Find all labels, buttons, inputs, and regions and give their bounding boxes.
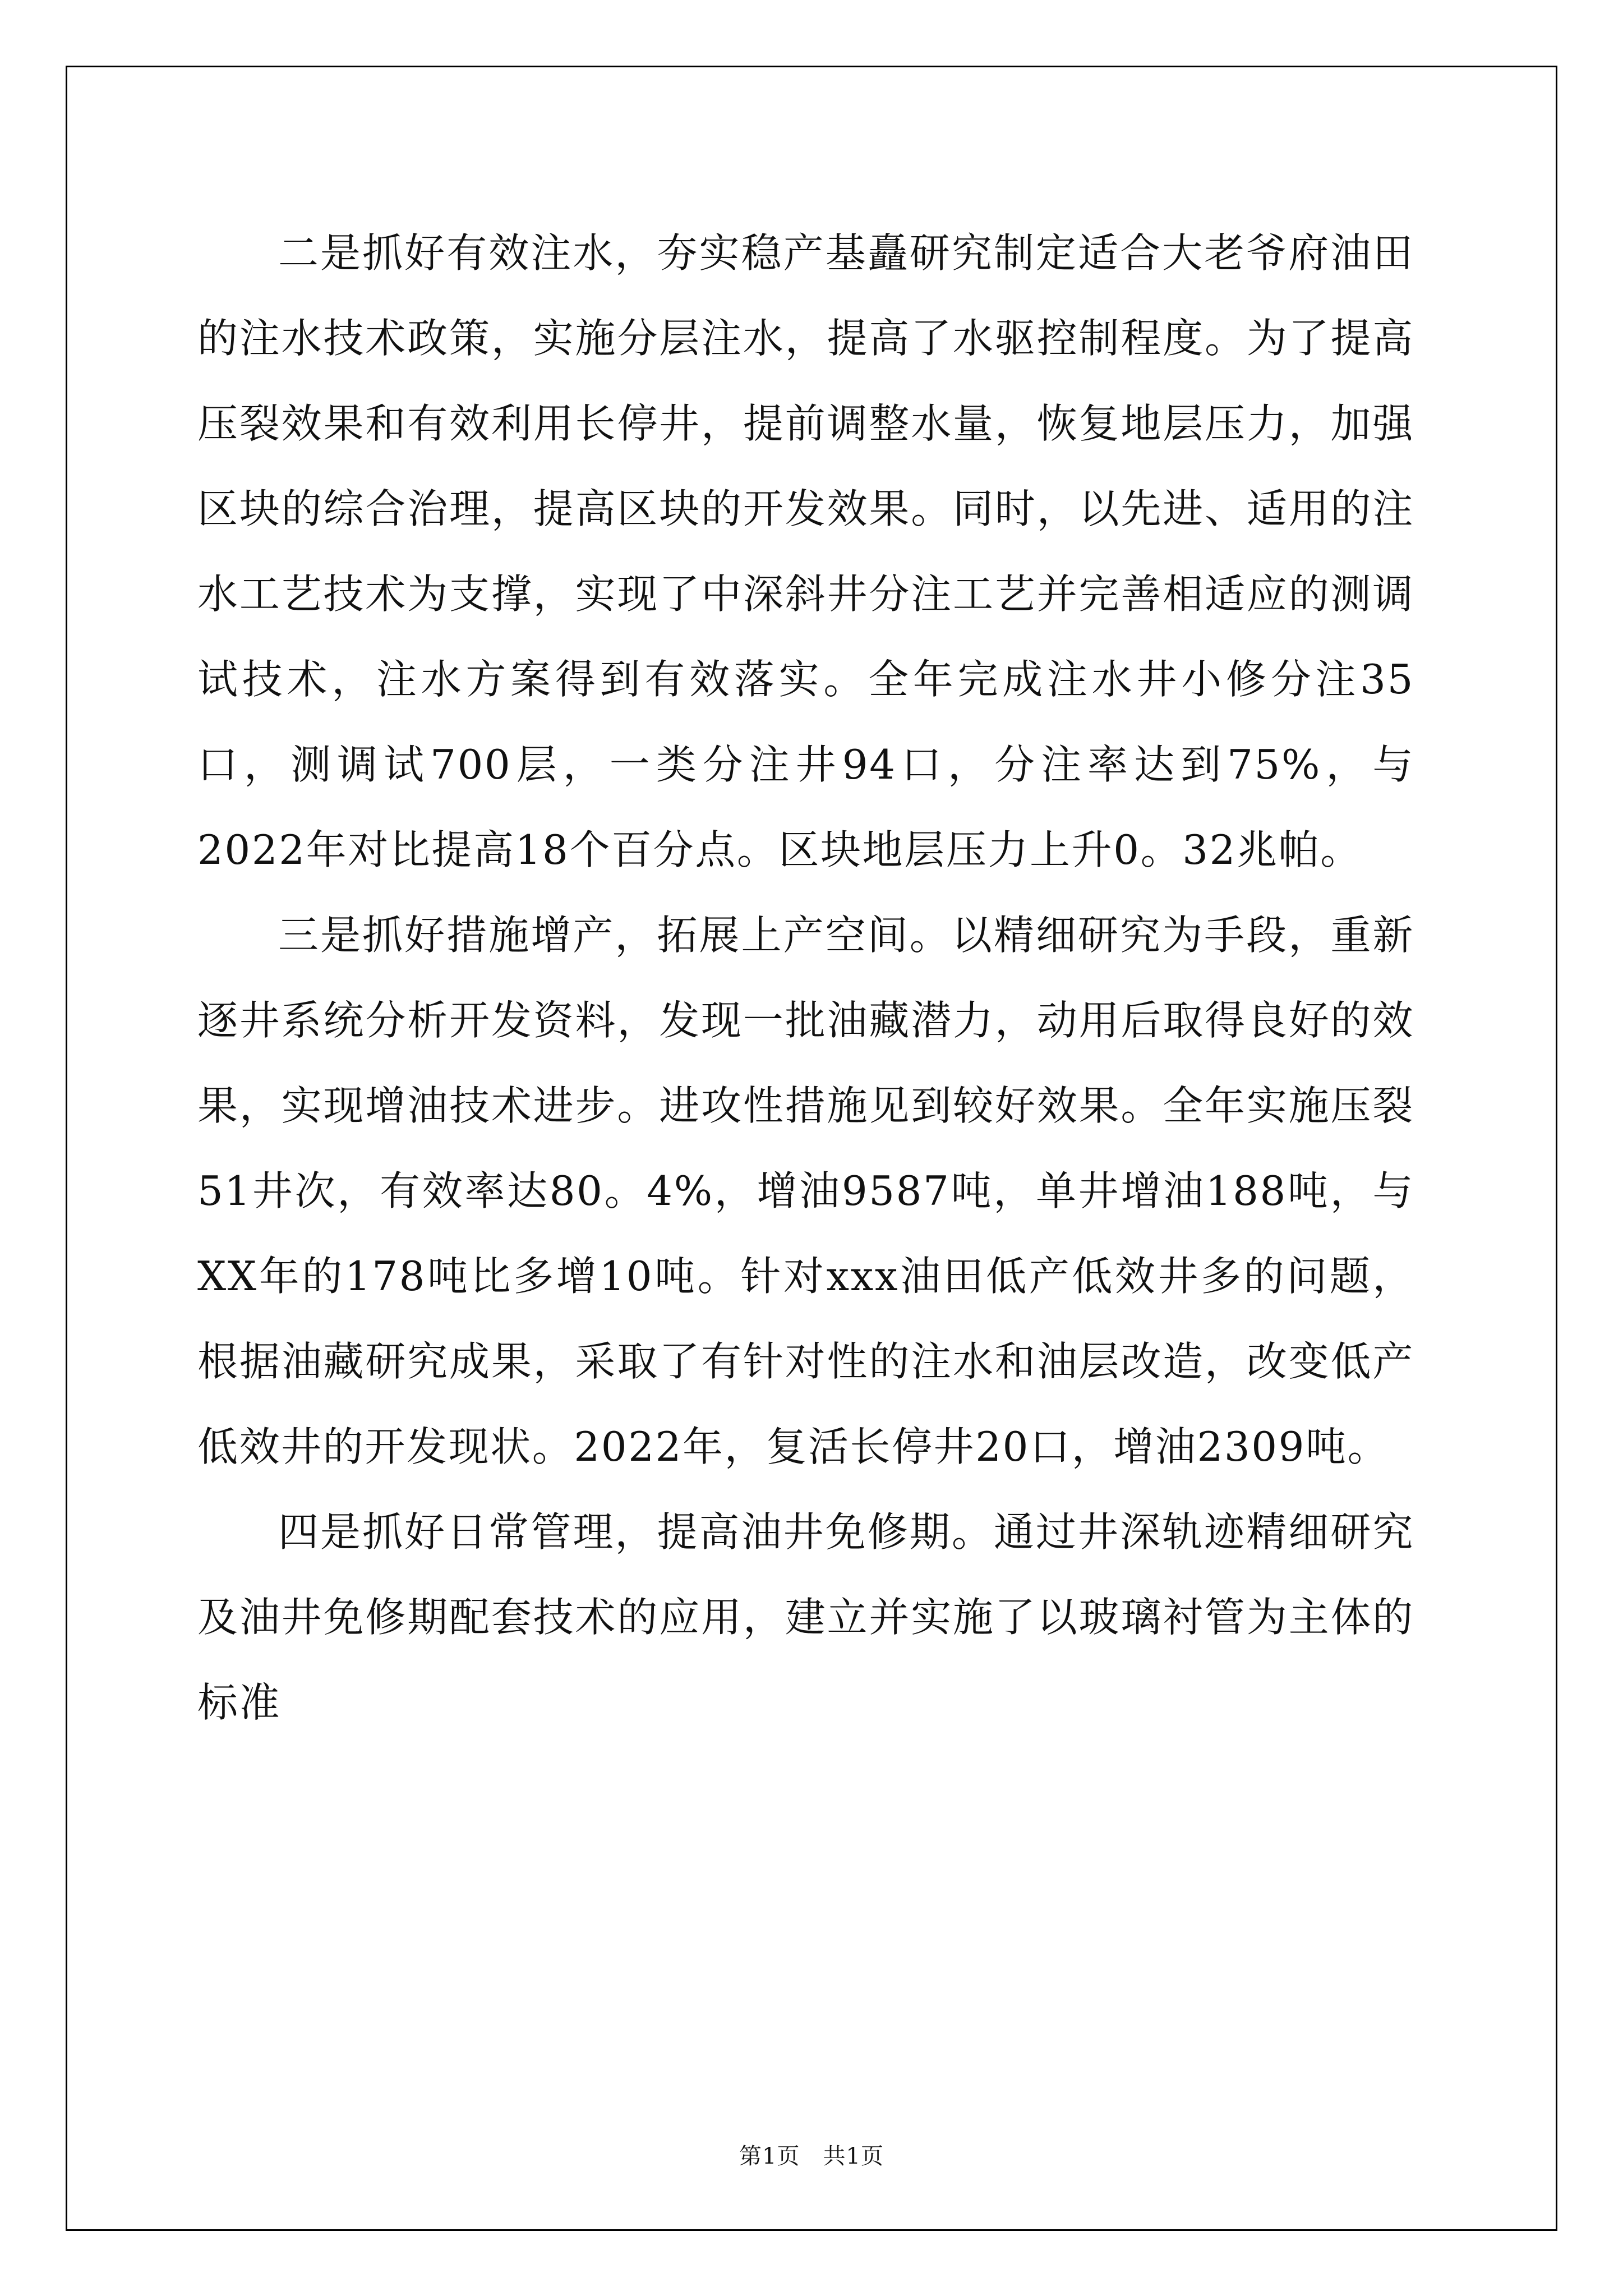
paragraph-production-measures: 三是抓好措施增产，拓展上产空间。以精细研究为手段，重新逐井系统分析开发资料，发现一批油藏潜力，动用后取得良好的效果，实现增油技术进步。进攻性措施见到较好效果。全年实施压裂51井次，有效率达80。4%，增油9587吨，单井增油188吨，与XX年的178吨比多增10吨。针对xxx油田低产低效井多的问题，根据油藏研究成果，采取了有针对性的注水和油层改造，改变低产低效井的开发现状。2022年，复活长停井20口，增油2309吨。 <box>197 912 1414 1470</box>
document-body <box>197 210 1414 1745</box>
paragraph-water-injection: 二是抓好有效注水，夯实稳产基矗研究制定适合大老爷府油田的注水技术政策，实施分层注水，提高了水驱控制程度。为了提高压裂效果和有效利用长停井，提前调整水量，恢复地层压力，加强区块的综合治理，提高区块的开发效果。同时，以先进、适用的注水工艺技术为支撑，实现了中深斜井分注工艺并完善相适应的测调试技术，注水方案得到有效落实。全年完成注水井小修分注35口，测调试700层，一类分注井94口，分注率达到75%，与2022年对比提高18个百分点。区块地层压力上升0。32兆帕。 <box>197 229 1414 873</box>
page-footer: 第1页 共1页 <box>739 2143 884 2169</box>
paragraph-daily-management: 四是抓好日常管理，提高油井免修期。通过井深轨迹精细研究及油井免修期配套技术的应用，建立并实施了以玻璃衬管为主体的标准 <box>197 1508 1414 1726</box>
